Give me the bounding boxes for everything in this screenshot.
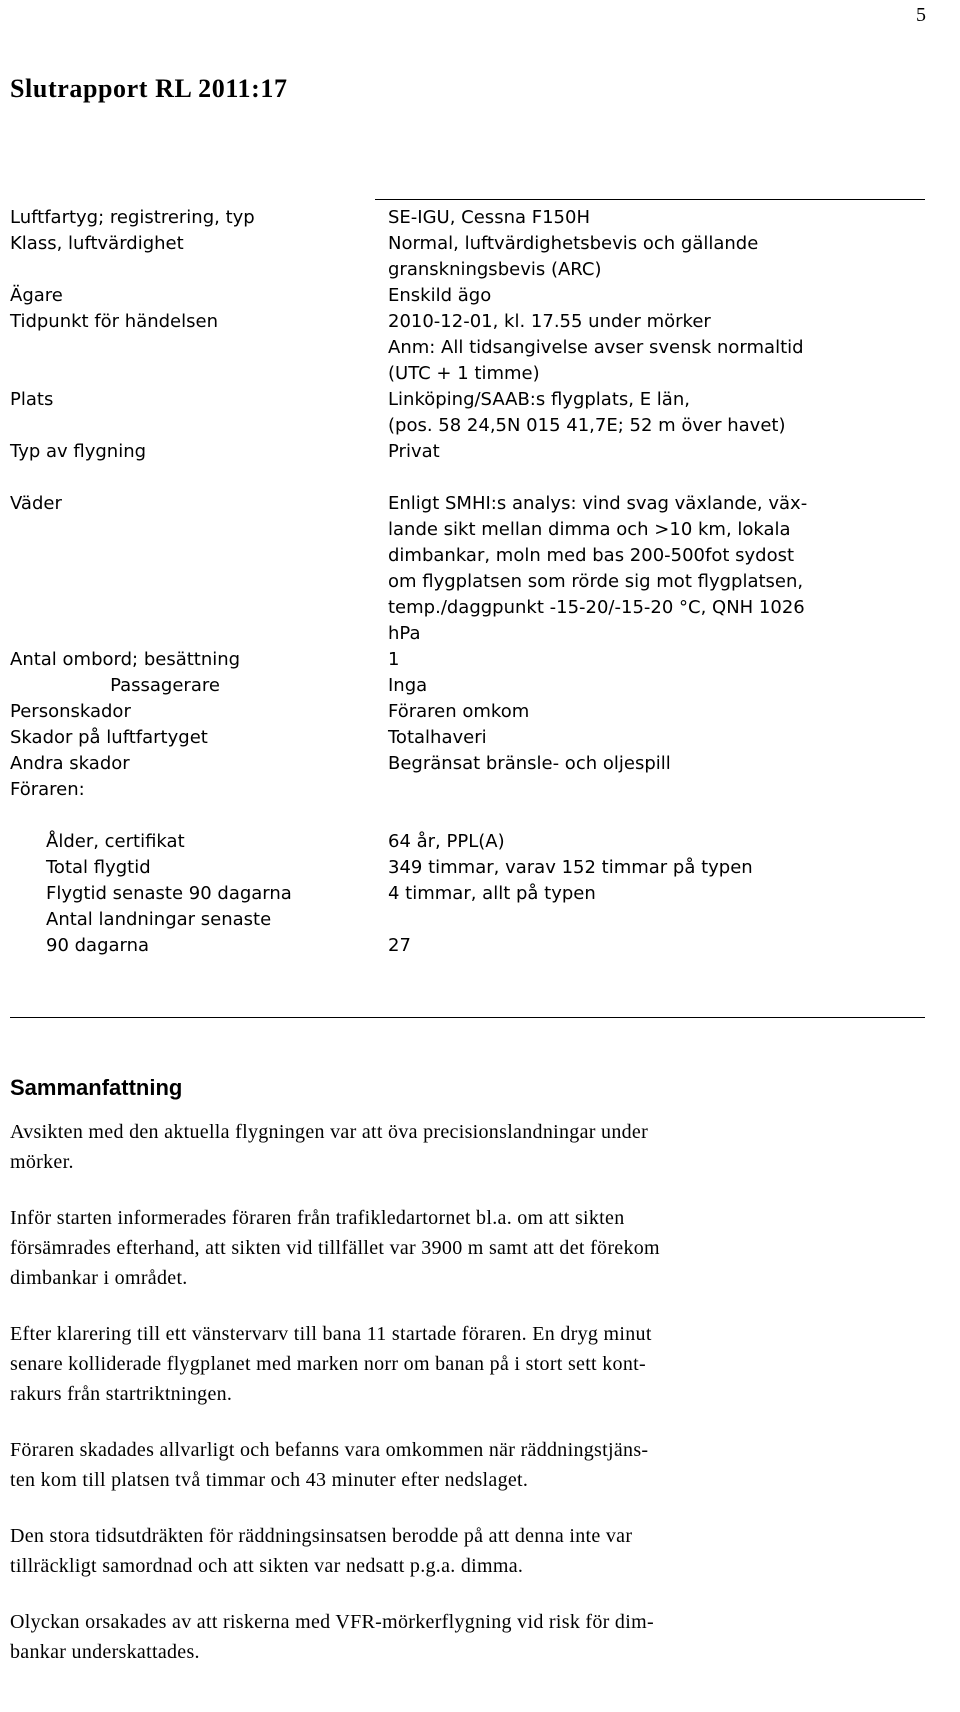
pilot-value: 4 timmar, allt på typen <box>388 883 596 904</box>
fact-row-weather <box>10 491 925 647</box>
fact-row-place <box>10 387 925 439</box>
fact-label: Tidpunkt för händelsen <box>10 311 218 332</box>
summary-paragraph <box>10 1607 925 1667</box>
paragraph-line: Efter klarering till ett vänstervarv till bana 11 startade föraren. En dryg minut <box>10 1323 652 1345</box>
fact-value <box>388 491 925 647</box>
summary-paragraph <box>10 1435 925 1495</box>
fact-row-pilot <box>10 777 925 803</box>
summary-paragraph <box>10 1203 925 1293</box>
summary-heading: Sammanfattning <box>10 1075 183 1100</box>
fact-value <box>388 231 925 283</box>
paragraph-line: senare kolliderade flygplanet med marken norr om banan på i stort sett kont- <box>10 1353 646 1375</box>
fact-row-flight-type <box>10 439 925 465</box>
page-number: 5 <box>916 4 926 26</box>
fact-value <box>388 673 925 699</box>
summary-paragraph <box>10 1117 925 1177</box>
fact-value-line: (pos. 58 24,5N 015 41,7E; 52 m över havet) <box>388 415 786 436</box>
report-title: Slutrapport RL 2011:17 <box>10 74 288 103</box>
pilot-value: 349 timmar, varav 152 timmar på typen <box>388 857 753 878</box>
paragraph-line: mörker. <box>10 1151 74 1173</box>
fact-value-line: dimbankar, moln med bas 200-500fot sydost <box>388 545 795 566</box>
fact-value-line: Privat <box>388 441 440 462</box>
pilot-label: Ålder, certifikat <box>46 831 185 852</box>
fact-value-line: lande sikt mellan dimma och >10 km, lokala <box>388 519 791 540</box>
fact-value-line: Begränsat bränsle- och oljespill <box>388 753 671 774</box>
fact-value <box>388 647 925 673</box>
fact-value-line: Inga <box>388 675 428 696</box>
pilot-row-90-days <box>10 881 925 907</box>
paragraph-line: Den stora tidsutdräkten för räddningsinsatsen berodde på att denna inte var <box>10 1525 633 1547</box>
paragraph-line: försämrades efterhand, att sikten vid tillfället var 3900 m samt att det förekom <box>10 1237 660 1259</box>
fact-value-line: Enskild ägo <box>388 285 492 306</box>
summary-paragraph <box>10 1319 925 1409</box>
fact-value <box>388 699 925 725</box>
pilot-row-total-time <box>10 855 925 881</box>
fact-row-owner <box>10 283 925 309</box>
paragraph-line: dimbankar i området. <box>10 1267 188 1289</box>
facts-table <box>10 205 925 959</box>
fact-value-line: Linköping/SAAB:s flygplats, E län, <box>388 389 690 410</box>
pilot-row-age <box>10 829 925 855</box>
fact-label: Ägare <box>10 285 63 306</box>
fact-label: Antal ombord; besättning <box>10 649 241 670</box>
header-rule <box>375 199 925 200</box>
fact-row-passengers <box>10 673 925 699</box>
fact-row-aircraft-damage <box>10 725 925 751</box>
fact-value-line: Enligt SMHI:s analys: vind svag växlande, väx- <box>388 493 808 514</box>
fact-value-line: Totalhaveri <box>388 727 487 748</box>
fact-value <box>388 725 925 751</box>
fact-label: Plats <box>10 389 54 410</box>
fact-label: Typ av flygning <box>10 441 147 462</box>
fact-label: Väder <box>10 493 62 514</box>
fact-label: Andra skador <box>10 753 130 774</box>
fact-value-line: om flygplatsen som rörde sig mot flygplatsen, <box>388 571 804 592</box>
fact-label: Föraren: <box>10 779 85 800</box>
section-rule <box>10 1017 925 1018</box>
paragraph-line: ten kom till platsen två timmar och 43 minuter efter nedslaget. <box>10 1469 529 1491</box>
paragraph-line: Avsikten med den aktuella flygningen var att öva precisionslandningar under <box>10 1121 649 1143</box>
fact-label: Passagerare <box>110 675 220 696</box>
summary-paragraph <box>10 1521 925 1581</box>
paragraph-line: Inför starten informerades föraren från trafikledartornet bl.a. om att sikten <box>10 1207 625 1229</box>
fact-label: Klass, luftvärdighet <box>10 233 184 254</box>
fact-row-injuries <box>10 699 925 725</box>
fact-value-line: SE-IGU, Cessna F150H <box>388 207 590 228</box>
fact-row-crew <box>10 647 925 673</box>
fact-value-line: granskningsbevis (ARC) <box>388 259 602 280</box>
summary-section <box>10 1075 925 1693</box>
fact-label: Luftfartyg; registrering, typ <box>10 207 255 228</box>
fact-value-line: Normal, luftvärdighetsbevis och gällande <box>388 233 759 254</box>
paragraph-line: Olyckan orsakades av att riskerna med VFR-mörkerflygning vid risk för dim- <box>10 1611 654 1633</box>
pilot-label: Total flygtid <box>46 857 151 878</box>
fact-value-line: (UTC + 1 timme) <box>388 363 540 384</box>
fact-label: Skador på luftfartyget <box>10 727 208 748</box>
paragraph-line: Föraren skadades allvarligt och befanns vara omkommen när räddningstjäns- <box>10 1439 649 1461</box>
fact-value <box>388 751 925 777</box>
paragraph-line: rakurs från startriktningen. <box>10 1383 233 1405</box>
fact-row-time <box>10 309 925 387</box>
fact-value <box>388 309 925 387</box>
fact-value <box>388 439 925 465</box>
pilot-row-landings-count <box>10 933 925 959</box>
pilot-row-landings <box>10 907 925 933</box>
pilot-value: 27 <box>388 935 411 956</box>
fact-value-line: 2010-12-01, kl. 17.55 under mörker <box>388 311 711 332</box>
fact-value-line: hPa <box>388 623 421 644</box>
fact-value <box>388 283 925 309</box>
pilot-value <box>388 907 925 933</box>
fact-label: Personskador <box>10 701 131 722</box>
paragraph-line: tillräckligt samordnad och att sikten var nedsatt p.g.a. dimma. <box>10 1555 524 1577</box>
fact-value-line: Anm: All tidsangivelse avser svensk normaltid <box>388 337 804 358</box>
fact-value-line: temp./daggpunkt -15-20/-15-20 °C, QNH 1026 <box>388 597 805 618</box>
pilot-value: 64 år, PPL(A) <box>388 831 505 852</box>
fact-value <box>388 777 925 803</box>
pilot-label: Antal landningar senaste <box>46 909 272 930</box>
paragraph-line: bankar underskattades. <box>10 1641 200 1663</box>
fact-value <box>388 387 925 439</box>
fact-value-line: 1 <box>388 649 400 670</box>
pilot-label: 90 dagarna <box>46 935 150 956</box>
fact-row-aircraft <box>10 205 925 231</box>
fact-row-class <box>10 231 925 283</box>
fact-row-other-damage <box>10 751 925 777</box>
pilot-label: Flygtid senaste 90 dagarna <box>46 883 292 904</box>
fact-value <box>388 205 925 231</box>
fact-value-line: Föraren omkom <box>388 701 530 722</box>
